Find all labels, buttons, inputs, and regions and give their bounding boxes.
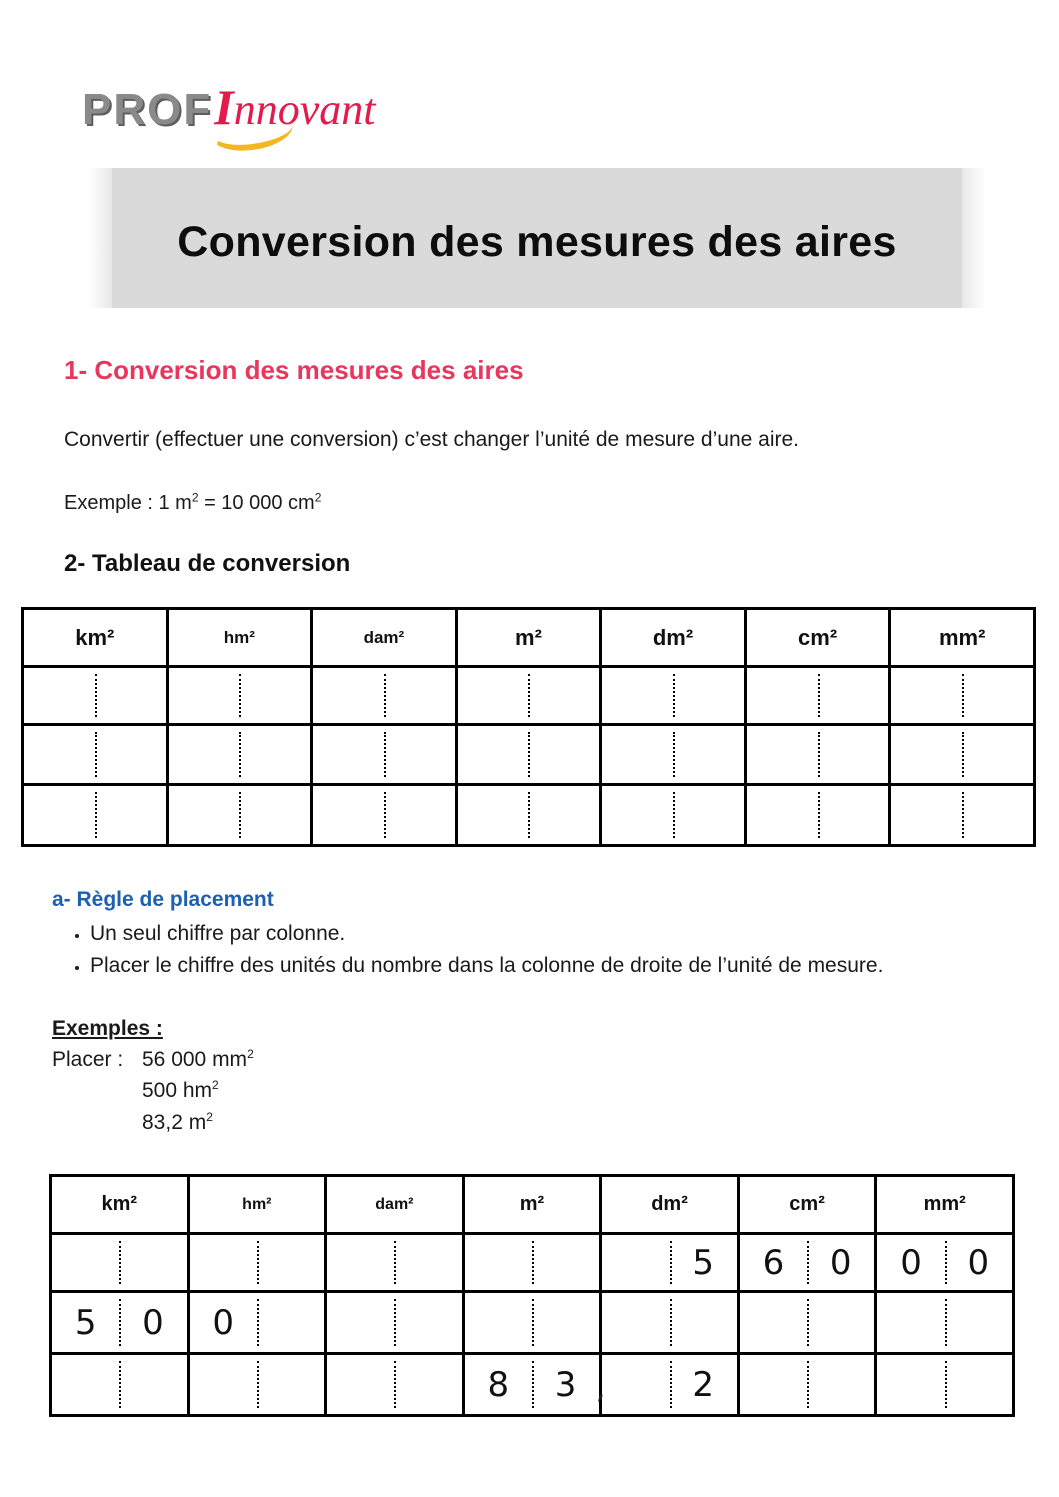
example-value-3 <box>142 1111 213 1135</box>
example-value-sup: 2 <box>247 1047 254 1061</box>
digit: 0 <box>967 1242 990 1283</box>
digit <box>394 1235 461 1290</box>
table-cell <box>601 1354 739 1416</box>
table-cell <box>51 1234 189 1292</box>
table-cell <box>188 1354 326 1416</box>
rule-item: • Un seul chiffre par colonne. <box>90 918 883 950</box>
dotted-divider <box>818 732 820 777</box>
unit-header: dm² <box>601 1176 739 1234</box>
digit <box>257 1235 324 1290</box>
example-value-text: 83,2 m <box>142 1111 207 1134</box>
digit <box>119 1355 186 1414</box>
table-cell <box>738 1354 876 1416</box>
table-cell <box>23 667 168 725</box>
dotted-divider <box>95 732 97 777</box>
example-value-sup: 2 <box>212 1078 219 1092</box>
table-cell <box>51 1354 189 1416</box>
dotted-divider <box>528 732 530 777</box>
table-cell <box>890 725 1035 785</box>
digit <box>394 1355 461 1414</box>
unit-header: dam² <box>326 1176 464 1234</box>
digit <box>807 1355 874 1414</box>
unit-header: m² <box>456 609 601 667</box>
table-cell <box>456 725 601 785</box>
section2-heading: 2- Tableau de conversion <box>64 550 351 577</box>
example-mid: = 10 000 cm <box>198 492 315 514</box>
dotted-divider <box>673 792 675 838</box>
table-row <box>51 1234 1014 1292</box>
dotted-divider <box>818 674 820 717</box>
digit <box>327 1355 394 1414</box>
unit-header: dam² <box>312 609 457 667</box>
rule-item: • Placer le chiffre des unités du nombre dans la colonne de droite de l’unité de mesure. <box>90 950 883 982</box>
table-cell <box>167 785 312 846</box>
table-cell <box>312 785 457 846</box>
unit-header: m² <box>463 1176 601 1234</box>
digit: 0 <box>900 1242 922 1283</box>
table-cell <box>463 1292 601 1354</box>
digit <box>327 1293 394 1352</box>
table-cell <box>326 1354 464 1416</box>
unit-header: hm² <box>188 1176 326 1234</box>
table-cell <box>188 1234 326 1292</box>
unit-header: hm² <box>167 609 312 667</box>
example-value-1 <box>142 1048 254 1072</box>
rule-list <box>52 918 883 982</box>
dotted-divider <box>384 792 386 838</box>
logo-rest-text: nnovant <box>233 85 376 134</box>
digit: 0 <box>142 1302 164 1343</box>
logo-prof-text: PROF <box>82 85 213 134</box>
digit: 0 <box>829 1242 852 1283</box>
dotted-divider <box>239 792 241 838</box>
dotted-divider <box>818 792 820 838</box>
digit <box>602 1293 669 1352</box>
table-row <box>51 1292 1014 1354</box>
title-banner <box>88 168 986 308</box>
digit <box>52 1355 119 1414</box>
table-cell <box>188 1292 326 1354</box>
digit: 5 <box>692 1242 714 1283</box>
unit-header: cm² <box>738 1176 876 1234</box>
dotted-divider <box>384 732 386 777</box>
table-cell <box>167 725 312 785</box>
table-cell <box>601 667 746 725</box>
table-header-row <box>51 1176 1014 1234</box>
rule-heading: a- Règle de placement <box>52 888 274 911</box>
digit <box>465 1293 532 1352</box>
table-cell <box>601 1292 739 1354</box>
digit: 8 <box>487 1364 510 1405</box>
example-value-text: 500 hm <box>142 1079 213 1102</box>
unit-header: cm² <box>745 609 890 667</box>
digit <box>945 1355 1012 1414</box>
table-cell <box>312 725 457 785</box>
unit-header: km² <box>23 609 168 667</box>
example-sup-1: 2 <box>191 490 199 505</box>
table-cell <box>312 667 457 725</box>
table-cell <box>738 1234 876 1292</box>
table-cell <box>23 725 168 785</box>
table-cell <box>745 725 890 785</box>
unit-header: dm² <box>601 609 746 667</box>
digit <box>602 1235 669 1290</box>
example-value-2 <box>142 1079 219 1103</box>
digit: 5 <box>74 1302 97 1343</box>
logo-initial: I <box>214 79 234 135</box>
digit <box>740 1293 807 1352</box>
example-sup-2: 2 <box>314 490 322 505</box>
examples-heading: Exemples : <box>52 1017 163 1040</box>
digit <box>327 1235 394 1290</box>
table-cell <box>51 1292 189 1354</box>
digit <box>465 1235 532 1290</box>
dotted-divider <box>239 674 241 717</box>
definition-text: Convertir (effectuer une conversion) c’est changer l’unité de mesure d’une aire. <box>64 428 799 451</box>
example-value-sup: 2 <box>206 1110 213 1124</box>
table-cell <box>456 667 601 725</box>
dotted-divider <box>528 792 530 838</box>
dotted-divider <box>239 732 241 777</box>
section1-heading: 1- Conversion des mesures des aires <box>64 355 524 385</box>
table-cell <box>876 1234 1014 1292</box>
dotted-divider <box>95 792 97 838</box>
table-row <box>51 1354 1014 1416</box>
table-cell <box>738 1292 876 1354</box>
dotted-divider <box>962 732 964 777</box>
table-cell <box>876 1292 1014 1354</box>
digit <box>394 1293 461 1352</box>
example-line <box>64 492 321 515</box>
table-cell <box>326 1292 464 1354</box>
digit <box>740 1355 807 1414</box>
table-header-row <box>23 609 1035 667</box>
digit <box>532 1293 599 1352</box>
table-cell <box>876 1354 1014 1416</box>
table-cell <box>745 667 890 725</box>
table-cell <box>456 785 601 846</box>
dotted-divider <box>673 732 675 777</box>
unit-header: mm² <box>890 609 1035 667</box>
table-row <box>23 785 1035 846</box>
decimal-comma: , <box>595 1371 606 1406</box>
digit <box>532 1235 599 1290</box>
table-cell <box>601 785 746 846</box>
example-value-text: 56 000 mm <box>142 1048 248 1071</box>
digit <box>52 1235 119 1290</box>
dotted-divider <box>673 674 675 717</box>
table-cell <box>601 725 746 785</box>
table-cell <box>745 785 890 846</box>
dotted-divider <box>95 674 97 717</box>
table-cell <box>463 1234 601 1292</box>
digit <box>190 1235 257 1290</box>
conversion-table-empty <box>21 607 1036 847</box>
digit: 2 <box>692 1364 714 1405</box>
digit: 3 <box>554 1364 577 1405</box>
table-cell <box>890 785 1035 846</box>
digit <box>877 1293 944 1352</box>
digit <box>257 1355 324 1414</box>
unit-header: mm² <box>876 1176 1014 1234</box>
table-row <box>23 725 1035 785</box>
dotted-divider <box>528 674 530 717</box>
digit <box>257 1293 324 1352</box>
digit <box>119 1235 186 1290</box>
unit-header: km² <box>51 1176 189 1234</box>
table-cell <box>326 1234 464 1292</box>
page-title: Conversion des mesures des aires <box>177 218 897 266</box>
table-cell <box>167 667 312 725</box>
table-cell <box>601 1234 739 1292</box>
place-label: Placer : <box>52 1048 124 1071</box>
digit <box>670 1293 737 1352</box>
table-row <box>23 667 1035 725</box>
digit <box>190 1355 257 1414</box>
dotted-divider <box>384 674 386 717</box>
digit <box>807 1293 874 1352</box>
dotted-divider <box>962 792 964 838</box>
table-cell <box>890 667 1035 725</box>
conversion-table-filled <box>49 1174 1015 1417</box>
table-cell <box>463 1354 606 1416</box>
digit: 6 <box>762 1242 785 1283</box>
digit <box>945 1293 1012 1352</box>
digit: 0 <box>212 1302 235 1343</box>
dotted-divider <box>962 674 964 717</box>
digit <box>877 1355 944 1414</box>
table-cell <box>23 785 168 846</box>
digit <box>602 1355 669 1414</box>
example-prefix: Exemple : 1 m <box>64 492 192 514</box>
